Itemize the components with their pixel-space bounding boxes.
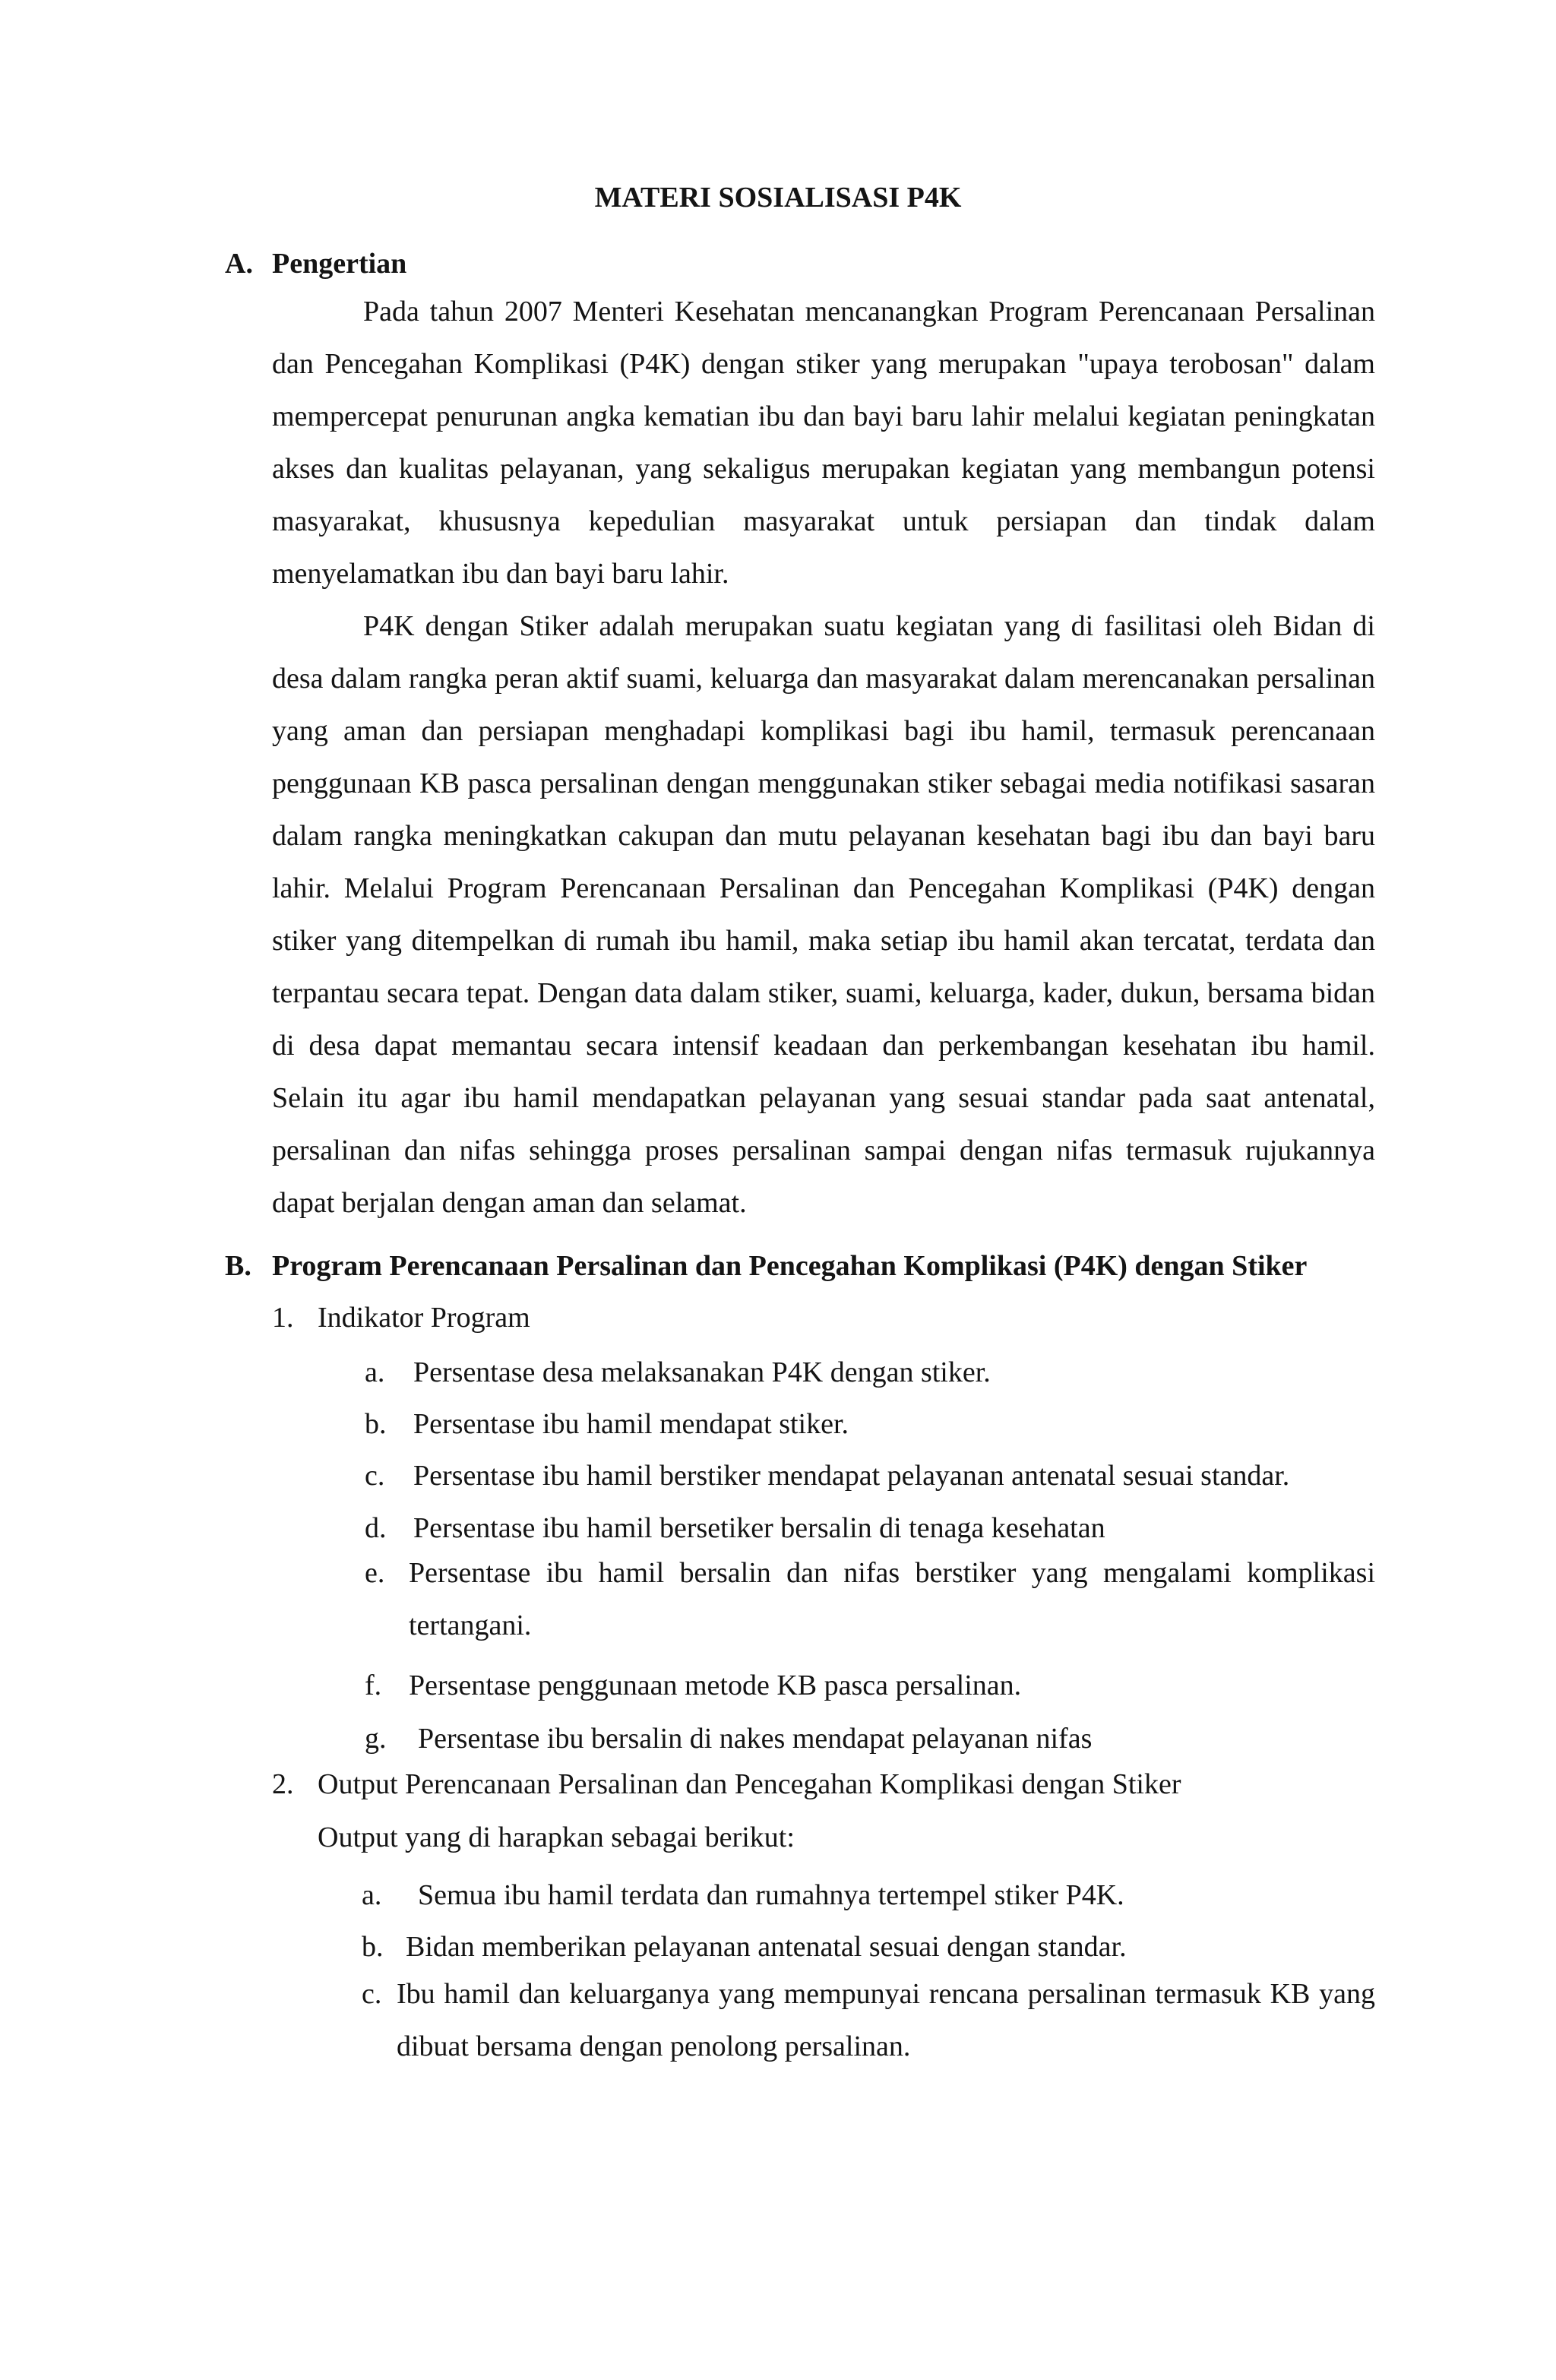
list-item-marker: c. [362, 1978, 382, 2010]
list-item [362, 1968, 1375, 2073]
list-item-text: Persentase ibu hamil berstiker mendapat pelayanan antenatal sesuai standar. [413, 1460, 1290, 1492]
list-item-marker: c. [365, 1460, 385, 1492]
list-item [365, 1354, 991, 1391]
list-item-text: Persentase ibu hamil bersetiker bersalin di tenaga kesehatan [413, 1512, 1105, 1544]
section-a-marker: A. [225, 248, 253, 280]
list-item-indikator-program [272, 1299, 530, 1336]
list-item-marker: d. [365, 1512, 387, 1544]
list-item-label: Indikator Program [318, 1302, 530, 1334]
list-item-text: Ibu hamil dan keluarganya yang mempunyai rencana persalinan termasuk KB yang dibuat bersama dengan penolong persalinan. [397, 1978, 1375, 2062]
list-item-output [272, 1766, 1181, 1802]
list-item-text: Persentase desa melaksanakan P4K dengan stiker. [413, 1356, 991, 1388]
list-item-text: Persentase penggunaan metode KB pasca persalinan. [409, 1669, 1022, 1701]
list-item [362, 1877, 1124, 1913]
list-item [365, 1457, 1289, 1494]
list-item-marker: e. [365, 1557, 385, 1589]
section-a-title: Pengertian [272, 248, 407, 280]
section-b-marker: B. [225, 1250, 251, 1282]
list-item [365, 1406, 849, 1442]
output-intro: Output yang di harapkan sebagai berikut: [318, 1821, 795, 1853]
list-item [365, 1720, 1092, 1757]
list-item-text: Semua ibu hamil terdata dan rumahnya tertempel stiker P4K. [418, 1879, 1124, 1911]
section-a-heading [225, 245, 406, 282]
list-item-marker: g. [365, 1723, 387, 1755]
list-item-marker: f. [365, 1669, 382, 1701]
list-item-text: Persentase ibu hamil bersalin dan nifas berstiker yang mengalami komplikasi tertangani. [409, 1557, 1375, 1641]
list-item-marker: 1. [272, 1302, 294, 1334]
list-item-text: Bidan memberikan pelayanan antenatal sesuai dengan standar. [406, 1931, 1127, 1963]
list-item-text: Persentase ibu bersalin di nakes mendapat pelayanan nifas [418, 1723, 1093, 1755]
list-item-marker: a. [362, 1879, 382, 1911]
list-item-marker: b. [365, 1408, 387, 1440]
section-b-heading [225, 1248, 1307, 1284]
list-item [362, 1929, 1127, 1965]
list-item-text: Persentase ibu hamil mendapat stiker. [413, 1408, 849, 1440]
list-item [365, 1547, 1375, 1652]
list-item-marker: 2. [272, 1768, 294, 1800]
list-item [365, 1667, 1021, 1704]
document-title: MATERI SOSIALISASI P4K [594, 182, 962, 214]
list-item [365, 1510, 1105, 1546]
list-item-label: Output Perencanaan Persalinan dan Pencegahan Komplikasi dengan Stiker [318, 1768, 1181, 1800]
list-item-marker: b. [362, 1931, 384, 1963]
list-item-marker: a. [365, 1356, 385, 1388]
section-a-paragraph-2: P4K dengan Stiker adalah merupakan suatu kegiatan yang di fasilitasi oleh Bidan di desa dalam rangka peran aktif suami, keluarga dan masyarakat dalam merencanakan persalinan yang aman dan persiapan menghadapi komplikasi bagi ibu hamil, termasuk perencanaan penggunaan KB pasca persalinan dengan menggunakan stiker sebagai media notifikasi sasaran dalam rangka meningkatkan cakupan dan mutu pelayanan kesehatan bagi ibu dan bayi baru lahir. Melalui Program Perencanaan Persalinan dan Pencegahan Komplikasi (P4K) dengan stiker yang ditempelkan di rumah ibu hamil, maka setiap ibu hamil akan tercatat, terdata dan terpantau secara tepat. Dengan data dalam stiker, suami, keluarga, kader, dukun, bersama bidan di desa dapat memantau secara intensif keadaan dan perkembangan kesehatan ibu hamil. Selain itu agar ibu hamil mendapatkan pelayanan yang sesuai standar pada saat antenatal, persalinan dan nifas sehingga proses persalinan sampai dengan nifas termasuk rujukannya dapat berjalan dengan aman dan selamat. [272, 610, 1375, 1219]
section-a-paragraph-1: Pada tahun 2007 Menteri Kesehatan mencanangkan Program Perencanaan Persalinan dan Pencegahan Komplikasi (P4K) dengan stiker yang merupakan "upaya terobosan" dalam mempercepat penurunan angka kematian ibu dan bayi baru lahir melalui kegiatan peningkatan akses dan kualitas pelayanan, yang sekaligus merupakan kegiatan yang membangun potensi masyarakat, khususnya kepedulian masyarakat untuk persiapan dan tindak dalam menyelamatkan ibu dan bayi baru lahir. [272, 296, 1375, 590]
section-b-title: Program Perencanaan Persalinan dan Pencegahan Komplikasi (P4K) dengan Stiker [272, 1250, 1308, 1282]
